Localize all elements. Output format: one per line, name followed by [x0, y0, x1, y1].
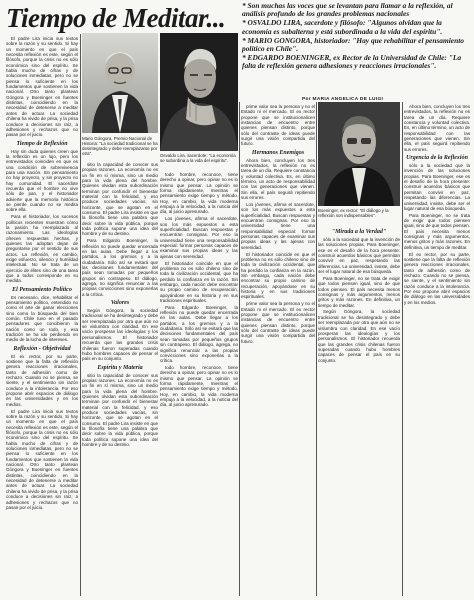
paragraph: sitio la capacidad de conocer sus propias razones. La economía no es un fin en sí misma, sino un medio para la vida plena del hombre. Quienes olvidan esta subordinación terminan por confundir el bienestar material con la felicidad, y eso produce sociedades vacías, sin horizonte, que se agotan en el consumo. El padre Lira insiste en que la filosofía tiene una palabra que decir sobre la vida pública, porque toda política supone una idea del hombre y de su destino. — [82, 162, 158, 237]
portrait-boeninger-icon — [318, 102, 400, 206]
caption-gongora: Mario Góngora, Premio Nacional de Historia: "La sociedad tradicional se ha desintegrado y debe reemplazarse por otra". — [82, 136, 158, 156]
subhead-mirada: "Mirada a la Verdad" — [331, 229, 387, 235]
subhead-espiritu: Espíritu y Materia — [97, 364, 143, 371]
summary-bullet: * EDGARDO BOENINGER, ex Rector de la Universidad de Chile: "La falta de reflexión genera adhesiones y reacciones irracionales". — [242, 53, 462, 71]
paragraph: Los jóvenes, afirma el sacerdote, son los más expuestos a esta superficialidad. Buscan respuestas y encuentran consignas. Por eso la universidad tiene una responsabilidad especial: formar personas capaces de examinar sus propias ideas y las ajenas con serenidad. — [160, 216, 238, 259]
subhead-pensamiento: El Pensamiento Político — [12, 286, 72, 293]
subhead-valores: Valores — [110, 300, 130, 307]
paragraph: Es necesario, dice, rehabilitar el pensamiento político, entendido no como el arte de ganar elecciones sino como la búsqueda del bien común. Chile tuvo en el pasado pensadores que concibieron la nación como un todo, y esa tradición se ha ido perdiendo en medio de la lucha de intereses. — [6, 294, 78, 343]
paragraph: Hay sin duda quienes creen que la reflexión es un lujo, pero los entrevistados coinciden en que es una condición de sobrevivencia para una nación. Sin pensamiento no hay proyecto, y sin proyecto no hay comunidad. El sacerdote recuerda que el hombre no vive sólo de pan, y el historiador advierte que la memoria histórica se pierde cuando no se medita sobre ella. — [6, 148, 78, 213]
page-title: Tiempo de Meditar... — [6, 3, 226, 33]
paragraph: Para Edgardo Boeninger, la reflexión no puede quedar encerrada en las aulas. Debe llegar a los partidos, a los gremios y a la ciudadanía. Sólo así se evitará que las decisiones fundamentales del país sean tomadas por pequeños grupos sin contrapeso. El diálogo, agrega, no significa renunciar a las propias convicciones sino exponerlas a la crítica. — [82, 238, 158, 297]
article-column-3 — [160, 172, 238, 596]
caption-boeninger: Boeninger, ex rector: "El diálogo y la reflexión son indispensables". — [318, 208, 389, 218]
paragraph: Ahora bien, concluyen los tres entrevistados, la reflexión no es tarea de un día. Requiere constancia y voluntad colectiva. Es, en último término, un acto de responsabilidad con las generaciones que vienen. Sin ella, el país seguirá repitiendo sus errores. — [241, 157, 315, 201]
summary-bullets — [242, 2, 470, 72]
byline: Por MARIA ANGELICA DE LUIGI — [302, 97, 384, 102]
subhead-hermanos: Hermanos Enemigos — [251, 149, 305, 156]
subhead-urgencia: Urgencia de la Reflexión — [406, 155, 468, 162]
summary-bullet: * MARIO GONGORA, historiador: "Hay que rehabilitar el pensamiento político en Chile". — [242, 35, 464, 54]
paragraph: Para Boeninger, no se trata de exigir que todos piensen igual, sino de que todos piensen. El país necesita menos consignas y más argumentos, menos gritos y más razones. En definitiva, un tiempo de meditar. — [404, 212, 470, 250]
paragraph: todo hombre, reconoce, tiene derecho a opinar, pero opinar no es lo mismo que pensar. La opinión se forma rápidamente, mientras el pensamiento exige tiempo y método. Hoy, en cambio, la vida moderna empuja a la velocidad, a la noticia del día, al juicio apresurado. — [160, 172, 238, 215]
photo-gongora — [160, 33, 238, 151]
paragraph: todo hombre, reconoce, tiene derecho a opinar, pero opinar no es lo mismo que pensar. La opinión se forma rápidamente, mientras el pensamiento exige tiempo y método. Hoy, en cambio, la vida moderna empuja a la velocidad, a la noticia del día, al juicio apresurado. — [160, 365, 238, 408]
portrait-gongora-icon — [160, 33, 238, 151]
paragraph: prime valor sea la persona y no el Estado ni el mercado. El ex rector propone que se institucionalicen instancias de encuentro entre quienes piensan distinto, porque sólo del contraste de ideas puede surgir una visión compartida del futuro. — [241, 104, 315, 147]
article-column-6 — [404, 104, 470, 596]
paragraph: El ex rector, por su parte, sostiene que la falta de reflexión genera reacciones irracionales, tanto de adhesión como de rechazo. Cuando no se piensa, se siente, y el sentimiento sin razón conduce a la intolerancia. Por eso propone abrir espacios de diálogo en las universidades y en los medios. — [404, 251, 470, 305]
column-divider — [316, 102, 317, 596]
article-column-5 — [318, 226, 400, 596]
subhead-reflexion: Tiempo de Reflexión — [16, 140, 68, 147]
paragraph: sitio la capacidad de conocer sus propias razones. La economía no es un fin en sí misma, sino un medio para la vida plena del hombre. Quienes olvidan esta subordinación terminan por confundir el bienestar material con la felicidad, y eso produce sociedades vacías, sin horizonte, que se agotan en el consumo. El padre Lira insiste en que la filosofía tiene una palabra que decir sobre la vida pública, porque toda política supone una idea del hombre y de su destino. — [82, 372, 158, 447]
column-divider — [80, 34, 81, 596]
paragraph: Según Góngora, la sociedad tradicional se ha desintegrado y debe ser reemplazada por otra que aún no se vislumbra con claridad. En ese vacío prosperan las ideologías y los personalismos. El historiador recuerda que las grandes crisis chilenas fueron superadas cuando hubo hombres capaces de pensar el país en su conjunto. — [318, 309, 400, 363]
paragraph: El ex rector, por su parte, sostiene que la falta de reflexión genera reacciones irracionales, tanto de adhesión como de rechazo. Cuando no se piensa, se siente, y el sentimiento sin razón conduce a la intolerancia. Por eso propone abrir espacios de diálogo en las universidades y en los medios. — [6, 353, 78, 407]
paragraph: El padre Lira inicia sus textos sobre la razón y su sentido. Si hay un momento en que el país necesita reflexión es este, según el filósofo, porque la crisis no es sólo económica sino del espíritu. Se habla mucho de cifras y de soluciones inmediatas, pero no se piensa lo suficiente en los fundamentos que sostienen la vida nacional. Otro tanto plantean Góngora y Boeninger en fuentes distintas, coincidiendo en la necesidad de detenerse a meditar antes de actuar. La sociedad chilena ha vivido de prisa, y la prisa conduce a decisiones sin raíz, a adhesiones y rechazos que no pasan por el juicio. — [6, 36, 78, 138]
summary-bullet: * Son muchas las voces que se levantan para llamar a la reflexión, al análisis profundo de los grandes problemas nacionales — [242, 1, 453, 19]
column-divider — [402, 102, 403, 596]
article-column-2 — [82, 162, 158, 596]
paragraph: El historiador coincide en que el problema no es sólo chileno sino de toda la civilización occidental, que ha perdido la confianza en la razón. Sin embargo, cada nación debe encontrar su propio camino de recuperación, apoyándose en su historia y en sus tradiciones espirituales. — [241, 251, 315, 300]
caption-lira: Osvaldo Lira, sacerdote: "La economía se subordina a la vida del espíritu". — [160, 153, 236, 163]
paragraph: Según Góngora, la sociedad tradicional se ha desintegrado y debe ser reemplazada por otra que aún no se vislumbra con claridad. En ese vacío prosperan las ideologías y los personalismos. El historiador recuerda que las grandes crisis chilenas fueron superadas cuando hubo hombres capaces de pensar el país en su conjunto. — [82, 308, 158, 362]
paragraph: Para Edgardo Boeninger, la reflexión no puede quedar encerrada en las aulas. Debe llegar a los partidos, a los gremios y a la ciudadanía. Sólo así se evitará que las decisiones fundamentales del país sean tomadas por pequeños grupos sin contrapeso. El diálogo, agrega, no significa renunciar a las propias convicciones sino exponerlas a la crítica. — [160, 304, 238, 364]
column-divider — [239, 102, 240, 596]
paragraph: Ahora bien, concluyen los tres entrevistados, la reflexión no es tarea de un día. Requiere constancia y voluntad colectiva. Es, en último término, un acto de responsabilidad con las generaciones que vienen. Sin ella, el país seguirá repitiendo sus errores. — [404, 104, 470, 152]
subhead-reflexion-objetividad: Reflexión - Objetividad — [13, 345, 71, 352]
portrait-lira-icon — [82, 33, 158, 133]
paragraph: sólo a la sociedad que la invención de las soluciones propias. Para Boeninger, ese es el desafío de la hora presente: construir acuerdos básicos que permitan convivir en paz, respetando las diferencias. La universidad, insiste, debe ser el lugar natural de esa búsqueda. — [404, 163, 470, 211]
paragraph: El historiador coincide en que el problema no es sólo chileno sino de toda la civilización occidental, que ha perdido la confianza en la razón. Sin embargo, cada nación debe encontrar su propio camino de recuperación, apoyándose en su historia y en sus tradiciones espirituales. — [160, 260, 238, 303]
paragraph: sólo a la sociedad que la invención de las soluciones propias. Para Boeninger, ese es el desafío de la hora presente: construir acuerdos básicos que permitan convivir en paz, respetando las diferencias. La universidad, insiste, debe ser el lugar natural de esa búsqueda. — [318, 237, 400, 275]
photo-boeninger — [318, 102, 400, 206]
photo-lira — [82, 33, 158, 133]
paragraph: El padre Lira inicia sus textos sobre la razón y su sentido. Si hay un momento en que el país necesita reflexión es este, según el filósofo, porque la crisis no es sólo económica sino del espíritu. Se habla mucho de cifras y de soluciones inmediatas, pero no se piensa lo suficiente en los fundamentos que sostienen la vida nacional. Otro tanto plantean Góngora y Boeninger en fuentes distintas, coincidiendo en la necesidad de detenerse a meditar antes de actuar. La sociedad chilena ha vivido de prisa, y la prisa conduce a decisiones sin raíz, a adhesiones y rechazos que no pasan por el juicio. — [6, 408, 78, 510]
paragraph: Para Boeninger, no se trata de exigir que todos piensen igual, sino de que todos piensen. El país necesita menos consignas y más argumentos, menos gritos y más razones. En definitiva, un tiempo de meditar. — [318, 275, 400, 308]
paragraph: prime valor sea la persona y no el Estado ni el mercado. El ex rector propone que se institucionalicen instancias de encuentro entre quienes piensan distinto, porque sólo del contraste de ideas puede surgir una visión compartida del futuro. — [241, 301, 315, 344]
article-column-1 — [6, 36, 78, 596]
paragraph: Para el historiador, los sucesos políticos recientes muestran cómo la pasión ha reemplazado al razonamiento. Las ideologías ofrecen respuestas hechas, y quienes las adoptan dejan de preguntarse por el sentido de sus actos. La reflexión, en cambio, exige esfuerzo, silencio y humildad intelectual. No se trata de un ejercicio de élites sino de una tarea que a todos corresponde en su medida. — [6, 214, 78, 284]
article-column-4 — [241, 104, 315, 596]
summary-bullet: * OSVALDO LIRA, sacerdote y filósofo: "Algunos olvidan que la economía es subalterna y está subordinada a la vida del espíritu". — [242, 18, 443, 36]
paragraph: Los jóvenes, afirma el sacerdote, son los más expuestos a esta superficialidad. Buscan respuestas y encuentran consignas. Por eso la universidad tiene una responsabilidad especial: formar personas capaces de examinar sus propias ideas y las ajenas con serenidad. — [241, 202, 315, 250]
